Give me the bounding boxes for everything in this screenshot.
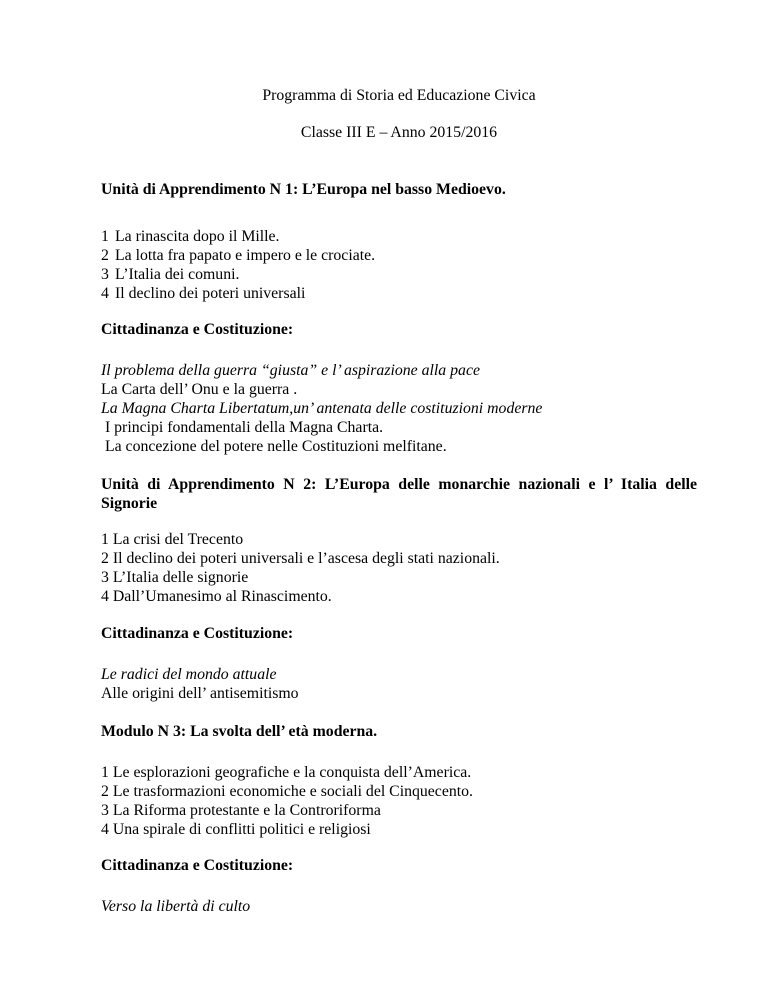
unit3-list <box>101 763 697 839</box>
list-item: 2 La lotta fra papato e impero e le crociate. <box>101 247 376 264</box>
unit3-civics-list <box>101 897 697 916</box>
civics-line: Le radici del mondo attuale <box>101 666 277 683</box>
unit1-civics-list <box>101 361 697 456</box>
list-item: 4 Il declino dei poteri universali <box>101 285 306 302</box>
list-item: 3 L’Italia delle signorie <box>101 569 249 586</box>
list-item: 4 Dall’Umanesimo al Rinascimento. <box>101 588 332 605</box>
unit1-list <box>101 227 697 303</box>
list-item: 2 Il declino dei poteri universali e l’ascesa degli stati nazionali. <box>101 550 500 567</box>
civics-line: La concezione del potere nelle Costituzioni melfitane. <box>101 438 447 455</box>
list-item: 3 La Riforma protestante e la Controriforma <box>101 802 381 819</box>
unit3-heading: Modulo N 3: La svolta dell’ età moderna. <box>101 723 378 740</box>
unit1-heading: Unità di Apprendimento N 1: L’Europa nel basso Medioevo. <box>101 181 506 198</box>
list-item: 1 Le esplorazioni geografiche e la conquista dell’America. <box>101 764 472 781</box>
list-item: 4 Una spirale di conflitti politici e religiosi <box>101 821 371 838</box>
list-item: 1 La crisi del Trecento <box>101 531 244 548</box>
list-item: 3 L’Italia dei comuni. <box>101 266 240 283</box>
civics-line: La Carta dell’ Onu e la guerra . <box>101 381 298 398</box>
unit3-civics-heading: Cittadinanza e Costituzione: <box>101 857 294 874</box>
document-title: Programma di Storia ed Educazione Civica <box>262 87 536 104</box>
list-item: 2 Le trasformazioni economiche e sociali del Cinquecento. <box>101 783 473 800</box>
list-item: 1 La rinascita dopo il Mille. <box>101 228 280 245</box>
civics-line: I principi fondamentali della Magna Charta. <box>101 419 384 436</box>
unit1-civics-heading: Cittadinanza e Costituzione: <box>101 321 294 338</box>
document-subtitle: Classe III E – Anno 2015/2016 <box>300 124 498 141</box>
civics-line: Verso la libertà di culto <box>101 898 251 915</box>
unit2-civics-heading: Cittadinanza e Costituzione: <box>101 625 294 642</box>
unit2-heading: Unità di Apprendimento N 2: L’Europa delle monarchie nazionali e l’ Italia delle Signorie <box>101 476 697 512</box>
civics-line: La Magna Charta Libertatum,un’ antenata delle costituzioni moderne <box>101 400 543 417</box>
unit2-list <box>101 530 697 606</box>
civics-line: Il problema della guerra “giusta” e l’ aspirazione alla pace <box>101 362 480 379</box>
unit2-civics-list <box>101 665 697 703</box>
civics-line: Alle origini dell’ antisemitismo <box>101 685 299 702</box>
